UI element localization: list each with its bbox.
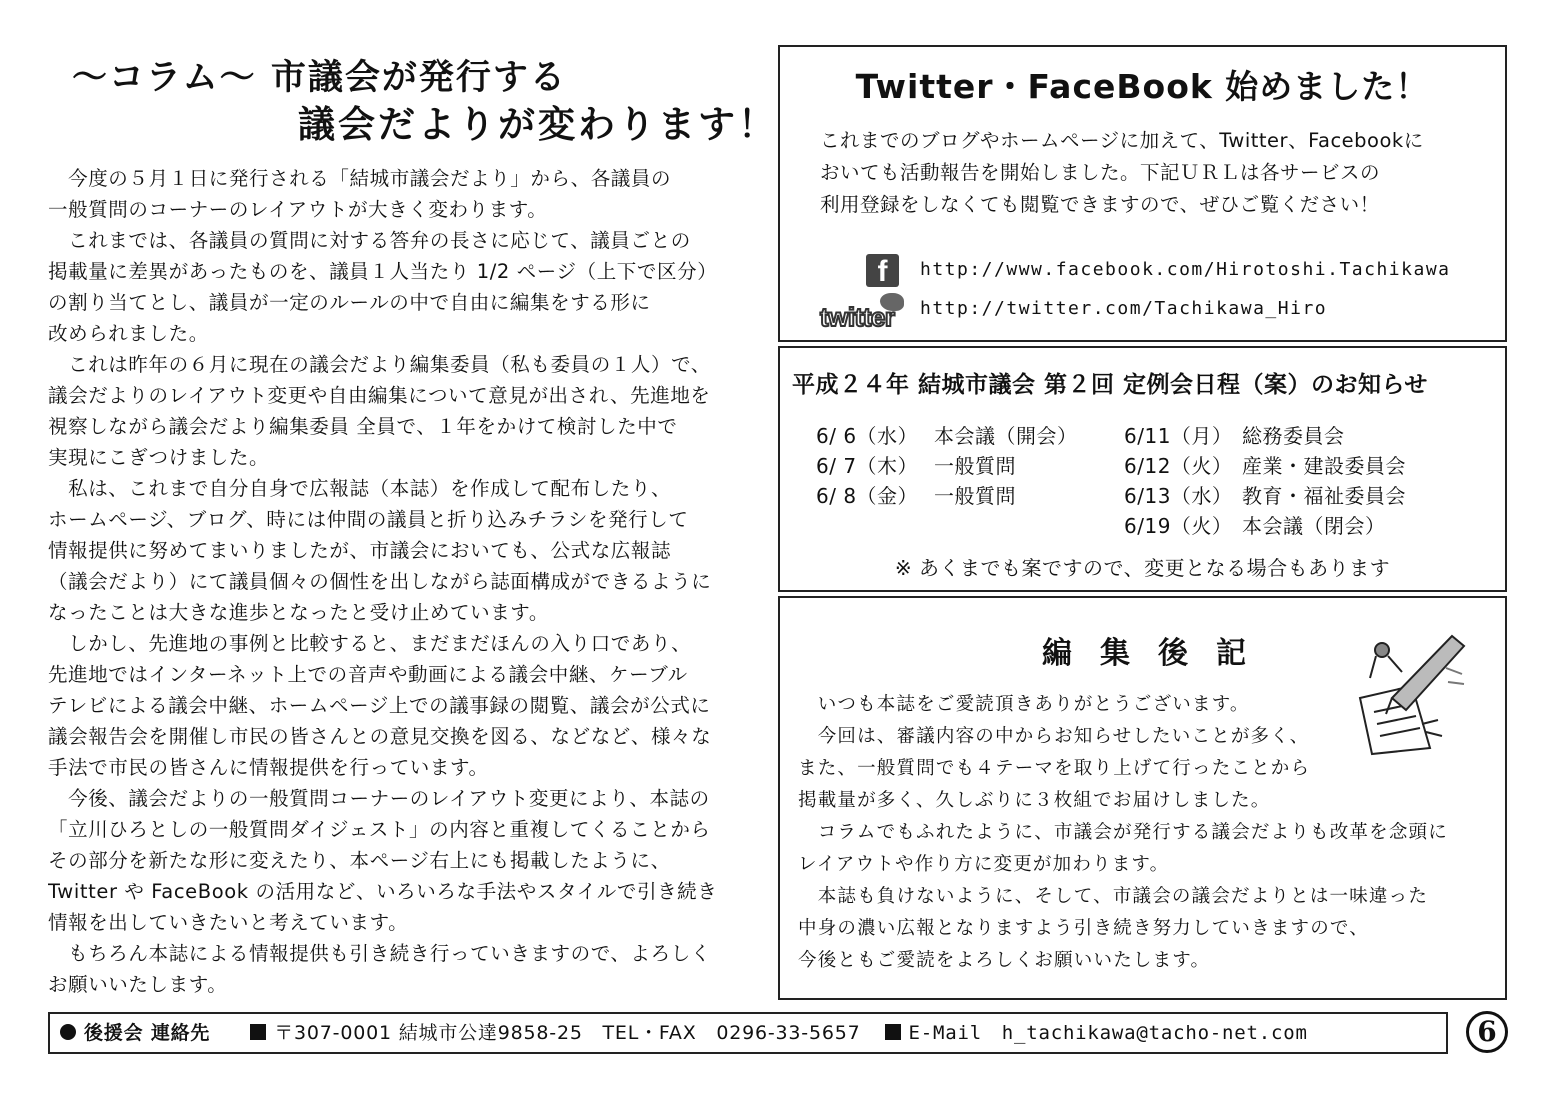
schedule-event: 産業・建設委員会 [1242,454,1406,478]
schedule-row [1124,450,1406,479]
schedule-date: 6/19（火） [1124,514,1233,538]
square-bullet-icon [250,1024,266,1040]
schedule-event: 本会議（開会） [934,424,1078,448]
column-line: 一般質問のコーナーのレイアウトが大きく変わります。 [48,198,548,221]
schedule-title: 平成２４年 結城市議会 第２回 定例会日程（案）のお知らせ [792,372,1428,398]
afterword-line: コラムでもふれたように、市議会が発行する議会だよりも改革を念頭に [798,822,1448,843]
pen-writing-illustration-icon [1352,628,1472,758]
schedule-date: 6/ 8（金） [816,484,919,508]
column-line: お願いいたします。 [48,973,228,996]
column-line: Twitter や FaceBook の活用など、いろいろな手法やスタイルで引き続き [48,880,718,903]
twitter-logo-text: twitter [820,302,895,332]
schedule-event: 本会議（閉会） [1242,514,1386,538]
bullet-icon [60,1024,76,1040]
schedule-event: 教育・福祉委員会 [1242,484,1406,508]
column-line: なったことは大きな進歩となったと受け止めています。 [48,601,549,624]
schedule-row [1124,480,1406,509]
schedule-event: 総務委員会 [1242,424,1345,448]
column-line: 視察しながら議会だより編集委員 全員で、１年をかけて検討した中で [48,415,678,438]
column-line: その部分を新たな形に変えたり、本ページ右上にも掲載したように、 [48,849,671,872]
column-line: これまでは、各議員の質問に対する答弁の長さに応じて、議員ごとの [48,229,691,252]
social-box [778,45,1507,342]
afterword-box [778,596,1507,1000]
schedule-date: 6/11（月） [1124,424,1233,448]
column-line: 私は、これまで自分自身で広報誌（本誌）を作成して配布したり、 [48,477,672,500]
column-line: 今度の５月１日に発行される「結城市議会だより」から、各議員の [48,167,672,190]
schedule-row [816,480,1016,509]
schedule-box [778,346,1507,592]
afterword-line: レイアウトや作り方に変更が加わります。 [798,854,1170,875]
column-line: これは昨年の６月に現在の議会だより編集委員（私も委員の１人）で、 [48,353,711,376]
column-body [48,163,760,1000]
square-bullet-icon [885,1024,901,1040]
column-line: 手法で市民の皆さんに情報提供を行っています。 [48,756,489,779]
column-title-line1: ～コラム～ 市議会が発行する [72,58,567,98]
column-line: 議会だよりのレイアウト変更や自由編集について意見が出され、先進地を [48,384,711,407]
afterword-title: 編集後記 [1042,636,1274,671]
social-line: 利用登録をしなくても閲覧できますので、ぜひご覧ください！ [820,193,1380,216]
facebook-url-link[interactable]: http://www.facebook.com/Hirotoshi.Tachikawa [920,259,1451,280]
schedule-event: 一般質問 [934,454,1016,478]
column-line: テレビによる議会中継、ホームページ上での議事録の閲覧、議会が公式に [48,694,711,717]
page-number: 6 [1466,1011,1508,1053]
afterword-line: 本誌も負けないように、そして、市議会の議会だよりとは一味違った [798,886,1429,907]
column-title-line2: 議会だよりが変わります！ [298,103,778,146]
schedule-row [816,420,1078,449]
column-line: 議会報告会を開催し市民の皆さんとの意見交換を図る、などなど、様々な [48,725,712,748]
column-line: 先進地ではインターネット上での音声や動画による議会中継、ケーブル [48,663,688,686]
social-line: これまでのブログやホームページに加えて、Twitter、Facebookに [820,129,1424,152]
twitter-url-link[interactable]: http://twitter.com/Tachikawa_Hiro [920,298,1328,319]
afterword-line: 掲載量が多く、久しぶりに３枚組でお届けしました。 [798,790,1271,811]
column-line: 情報提供に努めてまいりましたが、市議会においても、公式な広報誌 [48,539,672,562]
column-line: もちろん本誌による情報提供も引き続き行っていきますので、よろしく [48,942,711,965]
column-line: （議会だより）にて議員個々の個性を出しながら誌面構成ができるように [48,570,712,593]
schedule-note: ※ あくまでも案ですので、変更となる場合もあります [894,556,1391,580]
afterword-line: また、一般質問でも４テーマを取り上げて行ったことから [798,758,1311,779]
column-line: 改められました。 [48,322,209,345]
schedule-date: 6/ 7（木） [816,454,919,478]
footer-label: 後援会 連絡先 [84,1022,211,1044]
footer-email-link[interactable]: E-Mail h_tachikawa@tacho-net.com [908,1022,1308,1044]
twitter-icon[interactable] [820,293,912,333]
column-line: の割り当てとし、議員が一定のルールの中で自由に編集をする形に [48,291,651,314]
column-line: 実現にこぎつけました。 [48,446,270,469]
afterword-line: 今後ともご愛読をよろしくお願いいたします。 [798,950,1211,971]
column-line: 今後、議会だよりの一般質問コーナーのレイアウト変更により、本誌の [48,787,710,810]
contact-footer [48,1012,1448,1054]
schedule-event: 一般質問 [934,484,1016,508]
column-line: 「立川ひろとしの一般質問ダイジェスト」の内容と重複してくることから [48,818,711,841]
column-line: ホームページ、ブログ、時には仲間の議員と折り込みチラシを発行して [48,508,689,531]
column-line: 掲載量に差異があったものを、議員１人当たり 1/2 ページ（上下で区分） [48,260,718,283]
schedule-row [816,450,1016,479]
schedule-row [1124,510,1386,539]
afterword-line: 中身の濃い広報となりますよう引き続き努力していきますので、 [798,918,1369,939]
schedule-date: 6/ 6（水） [816,424,919,448]
schedule-date: 6/12（火） [1124,454,1233,478]
column-line: 情報を出していきたいと考えています。 [48,911,409,934]
afterword-line: 今回は、審議内容の中からお知らせしたいことが多く、 [798,726,1310,747]
afterword-line: いつも本誌をご愛読頂きありがとうございます。 [798,694,1250,715]
social-title: Twitter・FaceBook 始めました！ [855,67,1430,106]
facebook-icon[interactable]: f [866,254,899,287]
social-line: おいても活動報告を開始しました。下記ＵＲＬは各サービスの [820,161,1381,184]
schedule-date: 6/13（水） [1124,484,1233,508]
schedule-row [1124,420,1345,449]
footer-address: 〒307-0001 結城市公達9858-25 TEL・FAX 0296-33-5657 [274,1022,861,1044]
column-line: しかし、先進地の事例と比較すると、まだまだほんの入り口であり、 [48,632,692,655]
